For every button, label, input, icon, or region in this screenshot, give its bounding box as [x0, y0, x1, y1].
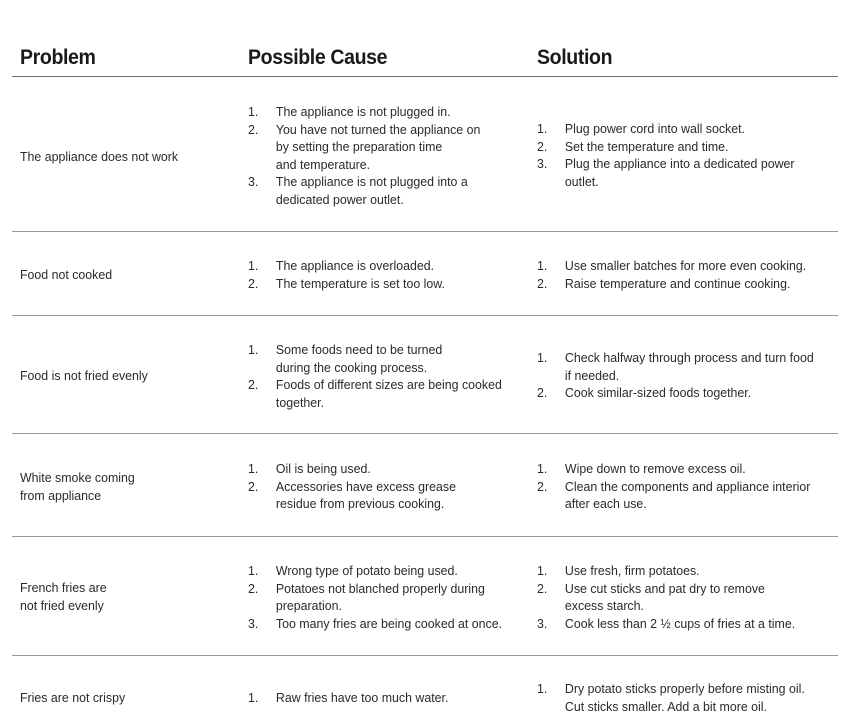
- list-item: [248, 275, 508, 293]
- list-item-number: 2.: [537, 580, 548, 596]
- list-item-line: dedicated power outlet.: [275, 191, 404, 207]
- problem-line: from appliance: [20, 487, 102, 503]
- list-item-number: 1.: [248, 104, 259, 119]
- list-item-number: 2.: [537, 385, 548, 401]
- problem-cell: [20, 266, 234, 284]
- list-item-number: 1.: [537, 350, 548, 365]
- list-item-line: and temperature.: [275, 156, 371, 172]
- list-item-number: 3.: [248, 615, 259, 631]
- header-possible-cause: Possible Cause: [248, 46, 388, 69]
- solution-cell: [537, 349, 825, 402]
- list-item-line: Accessories have excess grease: [275, 478, 456, 494]
- list-item-line: Use smaller batches for more even cooking.: [564, 258, 807, 273]
- cause-cell: [248, 341, 508, 411]
- list-item-line: Wipe down to remove excess oil.: [564, 461, 746, 476]
- list-item: [537, 138, 825, 156]
- list-item-number: 1.: [537, 121, 548, 136]
- row-divider: [12, 315, 838, 316]
- cause-cell: [248, 689, 508, 707]
- list-item: [537, 120, 825, 138]
- list-item-number: 2.: [248, 121, 259, 137]
- problem-line: Fries are not crispy: [20, 690, 126, 705]
- list-item: [537, 349, 825, 384]
- list-item: [537, 562, 825, 580]
- list-item-line: Cook less than 2 ½ cups of fries at a time.: [564, 615, 796, 631]
- list-item-number: 2.: [537, 478, 548, 494]
- list-item-line: Potatoes not blanched properly during: [275, 580, 485, 596]
- list-item-number: 1.: [248, 563, 259, 578]
- list-item-line: Set the temperature and time.: [564, 138, 729, 154]
- list-item: [248, 376, 508, 411]
- solution-cell: [537, 680, 825, 715]
- list-item-line: by setting the preparation time: [275, 139, 443, 155]
- problem-cell: [20, 367, 234, 385]
- list-item: [248, 478, 508, 513]
- list-item-line: You have not turned the appliance on: [275, 121, 481, 137]
- list-item-line: The temperature is set too low.: [275, 275, 446, 291]
- list-item-number: 1.: [248, 461, 259, 476]
- cause-cell-list: [248, 689, 508, 707]
- row-divider: [12, 433, 838, 434]
- problem-line: The appliance does not work: [20, 149, 179, 164]
- problem-cell: [20, 579, 234, 614]
- problem-cell: [20, 148, 234, 166]
- list-item-number: 2.: [537, 138, 548, 154]
- list-item-line: Oil is being used.: [275, 461, 371, 476]
- problem-line: not fried evenly: [20, 597, 104, 613]
- list-item: [537, 580, 825, 615]
- list-item-line: The appliance is not plugged in.: [275, 104, 451, 119]
- solution-cell: [537, 257, 825, 292]
- list-item-number: 1.: [248, 690, 259, 705]
- problem-line: Food not cooked: [20, 267, 113, 282]
- list-item-line: excess starch.: [564, 598, 644, 614]
- list-item-line: Plug the appliance into a dedicated power: [564, 156, 795, 172]
- header-problem: Problem: [20, 46, 96, 69]
- cause-cell-list: [248, 341, 508, 411]
- list-item: [248, 689, 508, 707]
- list-item: [248, 615, 508, 633]
- list-item-number: 3.: [248, 174, 259, 190]
- list-item-number: 3.: [537, 156, 548, 172]
- cause-cell: [248, 257, 508, 292]
- list-item-line: if needed.: [564, 367, 620, 383]
- list-item-line: together.: [275, 394, 325, 410]
- solution-cell-list: [537, 680, 825, 715]
- list-item: [248, 460, 508, 478]
- list-item-line: The appliance is not plugged into a: [275, 174, 468, 190]
- list-item-line: Plug power cord into wall socket.: [564, 121, 745, 136]
- list-item: [248, 257, 508, 275]
- list-item-line: residue from previous cooking.: [275, 496, 445, 512]
- list-item: [537, 275, 825, 293]
- list-item-line: after each use.: [564, 496, 647, 512]
- list-item-number: 1.: [248, 258, 259, 273]
- problem-line: Food is not fried evenly: [20, 368, 148, 383]
- row-divider: [12, 231, 838, 232]
- list-item-line: Too many fries are being cooked at once.: [275, 615, 503, 631]
- list-item: [537, 257, 825, 275]
- solution-cell: [537, 562, 825, 632]
- list-item-line: during the cooking process.: [275, 359, 428, 375]
- list-item-line: Check halfway through process and turn food: [564, 350, 814, 365]
- problem-cell: [20, 469, 234, 504]
- list-item-number: 2.: [248, 275, 259, 291]
- list-item-line: Clean the components and appliance interior: [564, 478, 811, 494]
- list-item-line: The appliance is overloaded.: [275, 258, 435, 273]
- list-item-line: Foods of different sizes are being cooked: [275, 377, 502, 393]
- list-item-number: 2.: [248, 580, 259, 596]
- list-item-line: preparation.: [275, 598, 342, 614]
- solution-cell-list: [537, 349, 825, 402]
- row-divider: [12, 536, 838, 537]
- list-item-line: Raw fries have too much water.: [275, 690, 449, 705]
- list-item-line: Use fresh, firm potatoes.: [564, 563, 700, 578]
- list-item-number: 2.: [537, 275, 548, 291]
- list-item: [537, 680, 825, 715]
- list-item-number: 2.: [248, 478, 259, 494]
- cause-cell-list: [248, 257, 508, 292]
- cause-cell: [248, 562, 508, 632]
- list-item: [248, 103, 508, 121]
- solution-cell-list: [537, 120, 825, 190]
- list-item: [248, 121, 508, 174]
- list-item: [537, 615, 825, 633]
- list-item: [537, 478, 825, 513]
- list-item: [537, 460, 825, 478]
- list-item: [248, 341, 508, 376]
- list-item-number: 2.: [248, 377, 259, 393]
- solution-cell: [537, 120, 825, 190]
- problem-cell: [20, 689, 234, 707]
- list-item-line: Some foods need to be turned: [275, 342, 443, 357]
- list-item-line: Raise temperature and continue cooking.: [564, 275, 791, 291]
- cause-cell-list: [248, 562, 508, 632]
- list-item: [248, 580, 508, 615]
- header-solution: Solution: [537, 46, 613, 69]
- solution-cell-list: [537, 460, 825, 513]
- list-item-line: Cook similar-sized foods together.: [564, 385, 752, 401]
- list-item-number: 1.: [537, 563, 548, 578]
- list-item-line: Wrong type of potato being used.: [275, 563, 458, 578]
- list-item-line: Dry potato sticks properly before misting oil.: [564, 681, 805, 696]
- list-item-number: 1.: [537, 461, 548, 476]
- list-item-number: 1.: [537, 681, 548, 696]
- cause-cell-list: [248, 103, 508, 209]
- list-item: [248, 173, 508, 208]
- solution-cell: [537, 460, 825, 513]
- problem-line: White smoke coming: [20, 470, 135, 485]
- list-item-line: outlet.: [564, 173, 599, 189]
- list-item-number: 3.: [537, 615, 548, 631]
- list-item-line: Cut sticks smaller. Add a bit more oil.: [564, 698, 767, 714]
- header-divider: [12, 76, 838, 77]
- row-divider: [12, 655, 838, 656]
- list-item: [248, 562, 508, 580]
- list-item: [537, 155, 825, 190]
- cause-cell: [248, 460, 508, 513]
- cause-cell-list: [248, 460, 508, 513]
- list-item: [537, 384, 825, 402]
- list-item-line: Use cut sticks and pat dry to remove: [564, 580, 765, 596]
- list-item-number: 1.: [537, 258, 548, 273]
- problem-line: French fries are: [20, 580, 107, 595]
- cause-cell: [248, 103, 508, 209]
- list-item-number: 1.: [248, 342, 259, 357]
- solution-cell-list: [537, 562, 825, 632]
- solution-cell-list: [537, 257, 825, 292]
